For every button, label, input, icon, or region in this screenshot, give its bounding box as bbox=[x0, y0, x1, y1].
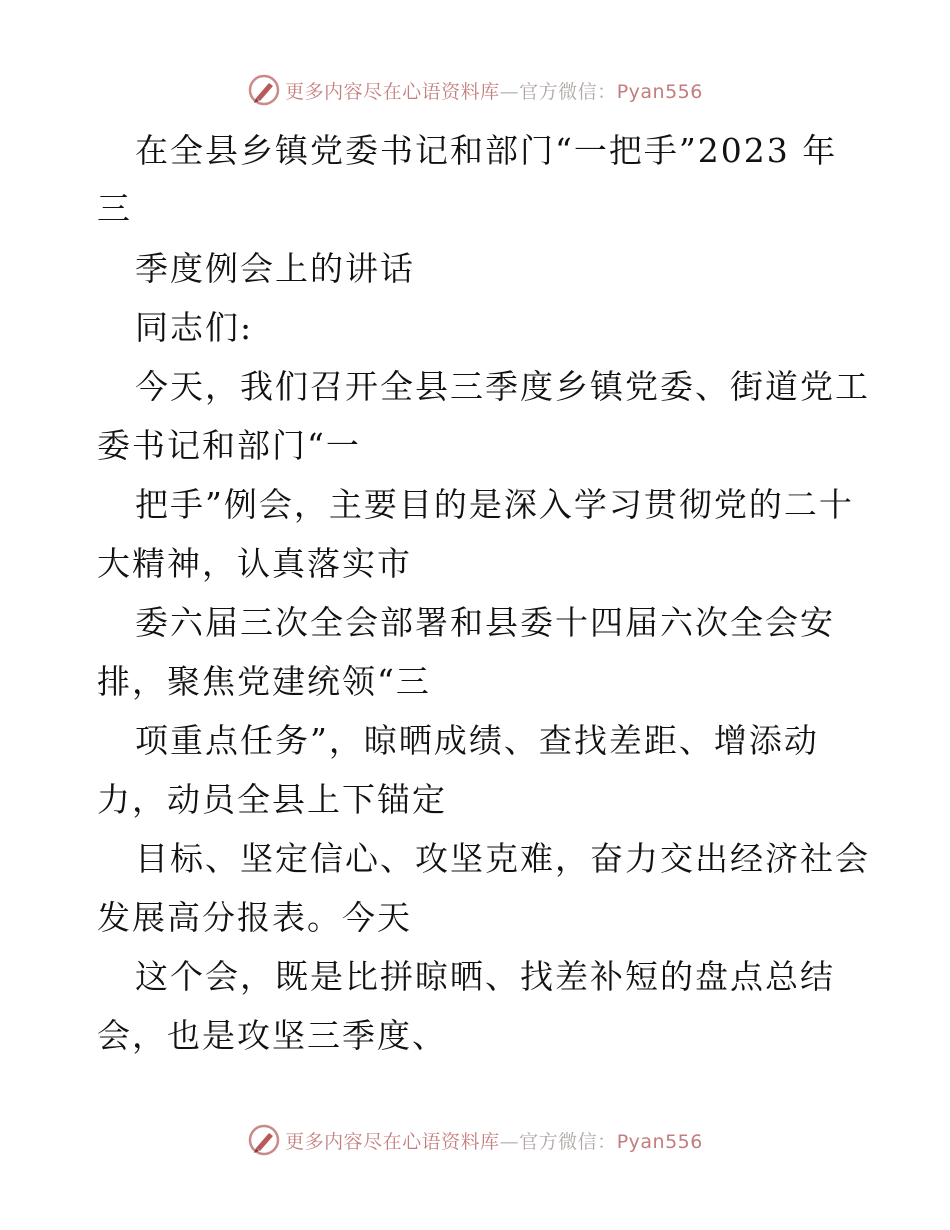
banner-wechat-label: 官方微信： bbox=[519, 80, 617, 103]
body-line: 力，动员全县上下锚定 bbox=[97, 780, 447, 819]
banner-text-main: 更多内容尽在心语资料库 bbox=[285, 1130, 500, 1153]
banner-wechat-id: Pyan556 bbox=[616, 80, 703, 103]
body-line: 大精神，认真落实市 bbox=[97, 544, 412, 583]
footer-watermark-banner bbox=[0, 1120, 950, 1160]
body-line: 同志们: bbox=[135, 308, 254, 347]
banner-text-main: 更多内容尽在心语资料库 bbox=[285, 80, 500, 103]
body-line: 委六届三次全会部署和县委十四届六次全会安 bbox=[135, 603, 835, 642]
body-line: 三 bbox=[97, 189, 132, 228]
banner-wechat-label: 官方微信： bbox=[519, 1130, 617, 1153]
pen-logo-icon bbox=[247, 1123, 281, 1157]
body-line: 把手”例会，主要目的是深入学习贯彻党的二十 bbox=[135, 485, 854, 524]
body-line: 委书记和部门“一 bbox=[97, 426, 361, 465]
body-line: 这个会，既是比拼晾晒、找差补短的盘点总结 bbox=[135, 957, 835, 996]
banner-wechat-id: Pyan556 bbox=[616, 1130, 703, 1153]
body-line: 今天，我们召开全县三季度乡镇党委、街道党工 bbox=[135, 367, 870, 406]
banner-separator: — bbox=[499, 80, 520, 103]
body-line: 排，聚焦党建统领“三 bbox=[97, 662, 431, 701]
body-line: 季度例会上的讲话 bbox=[135, 249, 415, 288]
body-line: 项重点任务”，晾晒成绩、查找差距、增添动 bbox=[135, 721, 819, 760]
body-line: 发展高分报表。今天 bbox=[97, 898, 412, 937]
banner-separator: — bbox=[499, 1130, 520, 1153]
body-line: 目标、坚定信心、攻坚克难，奋力交出经济社会 bbox=[135, 839, 870, 878]
body-line: 会，也是攻坚三季度、 bbox=[97, 1016, 447, 1055]
body-line: 在全县乡镇党委书记和部门“一把手”2023 年 bbox=[135, 131, 838, 170]
